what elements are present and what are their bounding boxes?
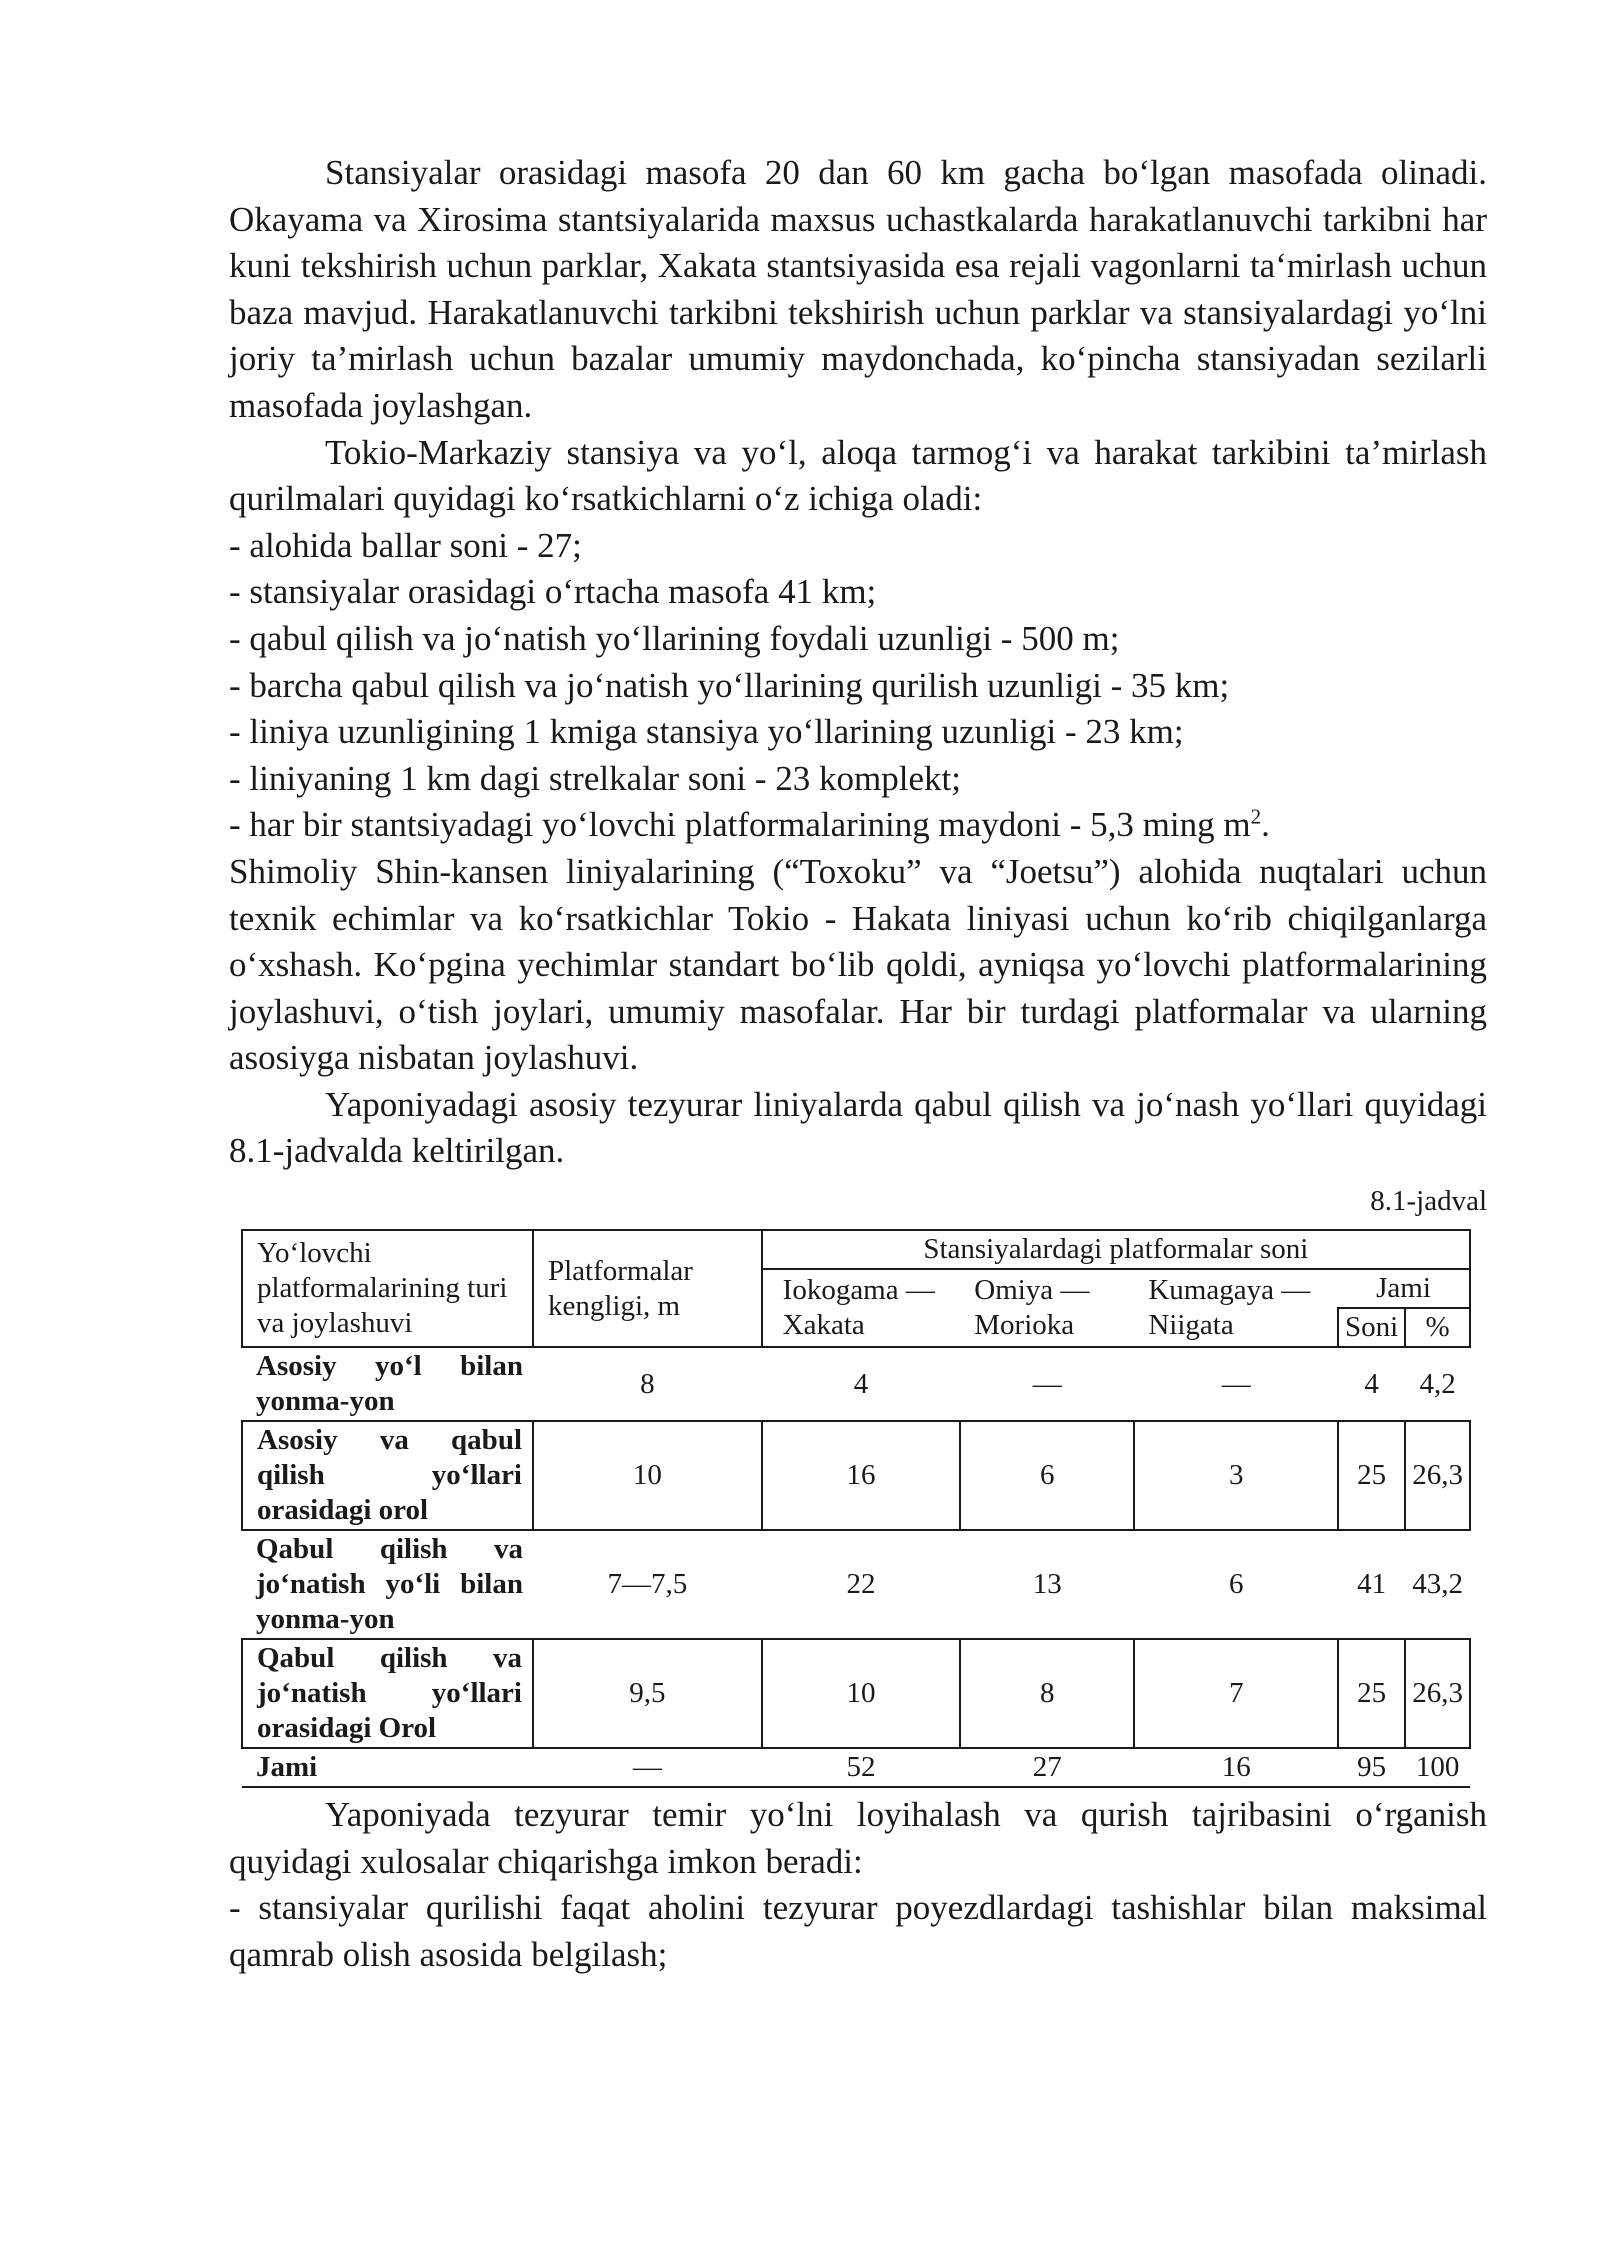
table-row — [242, 1421, 1470, 1530]
platforms-table — [241, 1229, 1471, 1788]
superscript: 2 — [1250, 804, 1262, 829]
cell-kumagaya: 7 — [1134, 1639, 1338, 1748]
cell-width: 9,5 — [533, 1639, 762, 1748]
list-item-platform-area: - har bir stantsiyadagi yo‘lovchi platformalarining maydoni - 5,3 ming $m^2$. — [229, 804, 1270, 845]
row-label: Asosiy va qabul qilish yo‘llari orasidagi orol — [242, 1421, 533, 1530]
cell-iokogama: 10 — [762, 1639, 961, 1748]
cell-kumagaya: 3 — [1134, 1421, 1338, 1530]
cell-soni: 95 — [1338, 1748, 1405, 1787]
paragraph-table-intro: Yaponiyadagi asosiy tezyurar liniyalarda qabul qilish va jo‘nash yo‘llari quyidagi 8.1-jadvalda keltirilgan. — [229, 1084, 1487, 1171]
row-label: Qabul qilish va jo‘natish yo‘li bilan yonma-yon — [256, 1533, 523, 1636]
cell-width: 7—7,5 — [607, 1568, 688, 1601]
cell-width: 10 — [533, 1421, 762, 1530]
table-row — [242, 1347, 1470, 1421]
cell-omiya: 6 — [960, 1421, 1134, 1530]
list-item: - liniyaning 1 km dagi strelkalar soni - 23 komplekt; — [229, 758, 961, 798]
table-row-total — [242, 1748, 1470, 1787]
paragraph-shimoliy: Shimoliy Shin-kansen liniyalarining (“Toxoku” va “Joetsu”) alohida nuqtalari uchun texnik echimlar va ko‘rsatkichlar Tokio - Hakata liniyasi uchun ko‘rib chiqilganlarga o‘xshash. Ko‘pgina yechimlar standart bo‘lib qoldi, ayniqsa yo‘lovchi platformalarining joylashuvi, o‘tish joylari, umumiy masofalar. Har bir turdagi platformalar va ularning asosiyga nisbatan joylashuvi. — [229, 851, 1487, 1078]
list-item: - qabul qilish va jo‘natish yo‘llarining foydali uzunligi - 500 m; — [229, 618, 1120, 658]
row-label: Asosiy yo‘l bilan yonma-yon — [256, 1350, 523, 1418]
paragraph-tokyo-central: Tokio-Markaziy stansiya va yo‘l, aloqa tarmog‘i va harakat tarkibini ta’mirlash qurilmalari quyidagi ko‘rsatkichlarni o‘z ichiga oladi: — [229, 432, 1487, 519]
cell-percent: 26,3 — [1405, 1639, 1470, 1748]
list-item: - alohida ballar soni - 27; — [229, 525, 582, 565]
header-jami: Jami — [1338, 1269, 1470, 1308]
list-item: - liniya uzunligining 1 kmiga stansiya yo‘llarining uzunligi - 23 km; — [229, 712, 1184, 752]
cell-iokogama: 22 — [846, 1568, 876, 1601]
cell-percent: 26,3 — [1405, 1421, 1470, 1530]
paragraph-stations-distance: Stansiyalar orasidagi masofa 20 dan 60 km gacha bo‘lgan masofada olinadi. Okayama va Xirosima stantsiyalarida maxsus uchastkalarda harakatlanuvchi tarkibni har kuni tekshirish uchun parklar, Xakata stantsiyasida esa rejali vagonlarni ta‘mirlash uchun baza mavjud. Harakatlanuvchi tarkibni tekshirish uchun parklar va stansiyalardagi yo‘lni joriy ta’mirlash uchun bazalar umumiy maydonchada, ko‘pincha stansiyadan sezilarli masofada joylashgan. — [229, 153, 1487, 425]
paragraph-conclusions-intro: Yaponiyada tezyurar temir yo‘lni loyihalash va qurish tajribasini o‘rganish quyidagi xulosalar chiqarishga imkon beradi: — [229, 1795, 1487, 1881]
header-stations-group: Stansiyalardagi platformalar soni — [762, 1230, 1470, 1269]
cell-kumagaya: 6 — [1228, 1568, 1244, 1601]
header-line-iokogama: Iokogama — Xakata — [782, 1274, 935, 1342]
cell-soni: 4 — [1364, 1367, 1379, 1400]
cell-omiya: 13 — [1032, 1568, 1062, 1601]
cell-soni: 41 — [1357, 1568, 1387, 1601]
cell-omiya: — — [1032, 1367, 1062, 1400]
cell-width: 8 — [640, 1367, 655, 1400]
header-percent: % — [1405, 1308, 1470, 1347]
list-item: - barcha qabul qilish va jo‘natish yo‘llarining qurilish uzunligi - 35 km; — [229, 665, 1230, 705]
cell-omiya: 8 — [960, 1639, 1134, 1748]
cell-kumagaya: 16 — [1134, 1748, 1338, 1787]
cell-percent: 43,2 — [1412, 1568, 1463, 1601]
cell-kumagaya: — — [1221, 1367, 1251, 1400]
cell-iokogama: 52 — [762, 1748, 961, 1787]
cell-percent: 4,2 — [1419, 1367, 1456, 1400]
cell-percent: 100 — [1405, 1748, 1470, 1787]
row-label: Jami — [242, 1748, 533, 1787]
header-platform-type: Yo‘lovchi platformalarining turi va joylashuvi — [242, 1230, 533, 1347]
header-platform-width: Platformalar kengligi, m — [533, 1230, 762, 1347]
cell-soni: 25 — [1338, 1639, 1405, 1748]
header-line-omiya: Omiya — Morioka — [974, 1274, 1090, 1342]
cell-iokogama: 4 — [853, 1367, 869, 1400]
cell-omiya: 27 — [960, 1748, 1134, 1787]
cell-width: — — [533, 1748, 762, 1787]
cell-soni: 25 — [1338, 1421, 1405, 1530]
list-item-final: - stansiyalar qurilishi faqat aholini tezyurar poyezdlardagi tashishlar bilan maksimal qamrab olish asosida belgilash; — [229, 1888, 1487, 1974]
header-soni: Soni — [1338, 1308, 1405, 1347]
table-row — [242, 1530, 1470, 1639]
table-caption: 8.1-jadval — [1370, 1185, 1487, 1218]
document-page — [229, 150, 1487, 1978]
cell-iokogama: 16 — [762, 1421, 961, 1530]
table-row — [242, 1639, 1470, 1748]
row-label: Qabul qilish va jo‘natish yo‘llari orasidagi Orol — [242, 1639, 533, 1748]
list-item: - stansiyalar orasidagi o‘rtacha masofa 41 km; — [229, 572, 877, 612]
header-line-kumagaya: Kumagaya — Niigata — [1148, 1274, 1311, 1342]
